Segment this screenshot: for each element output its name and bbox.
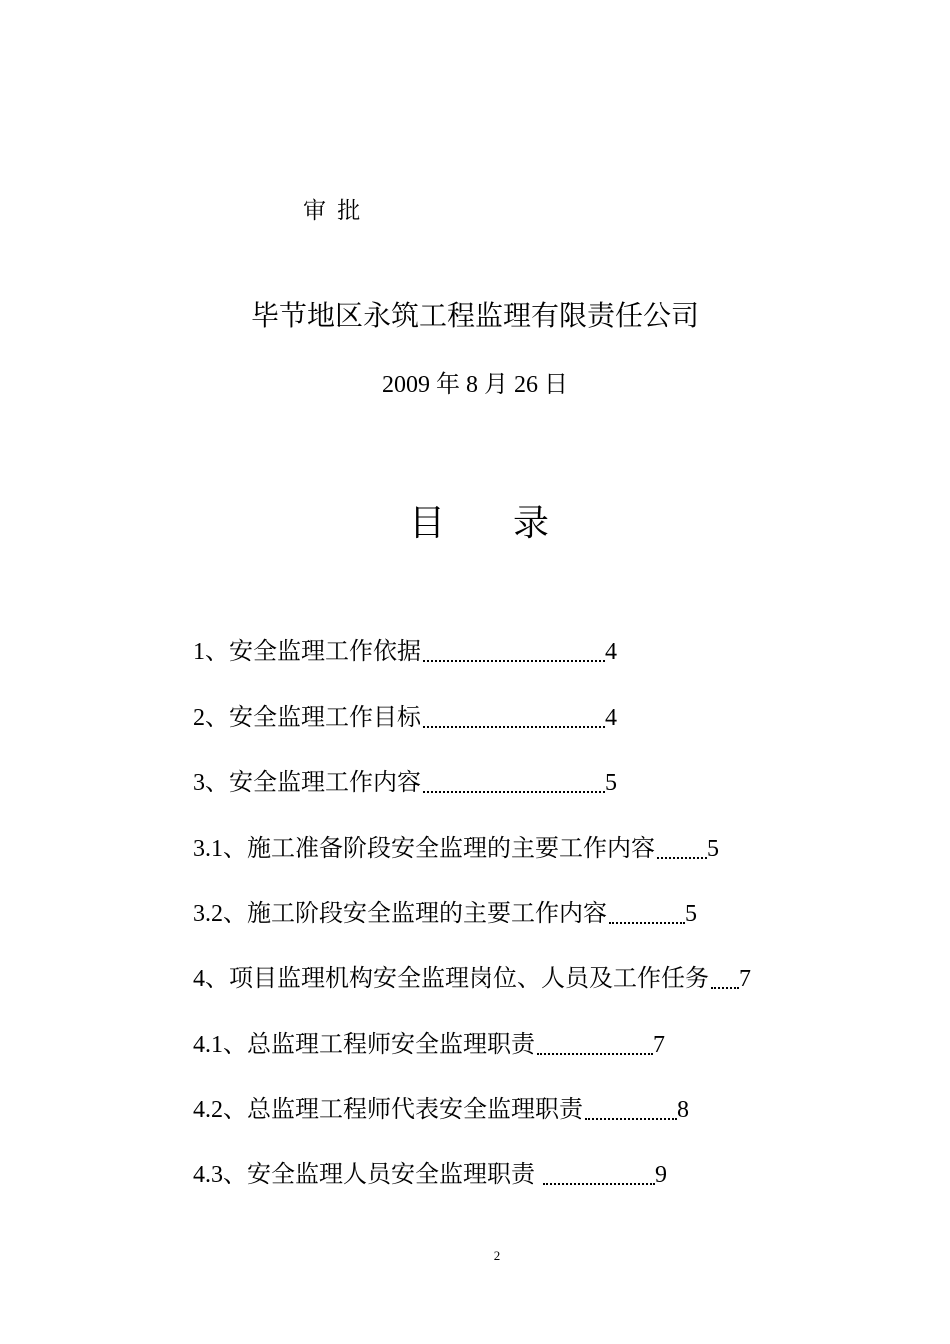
toc-leader (711, 986, 739, 989)
toc-item-label: 4.3、安全监理人员安全监理职责 (193, 1162, 535, 1188)
toc-item-page: 7 (739, 966, 751, 992)
toc-item[interactable] (193, 1154, 667, 1189)
toc-title (409, 495, 549, 546)
toc-leader (423, 659, 605, 662)
toc-item-label: 4.1、总监理工程师安全监理职责 (193, 1032, 535, 1058)
toc-title-part2: 录 (513, 503, 550, 544)
toc-item-page: 9 (655, 1162, 667, 1188)
toc-item[interactable] (193, 958, 751, 993)
page-number: 2 (493, 1248, 501, 1263)
toc-leader (657, 856, 707, 859)
toc-leader (543, 1182, 655, 1185)
company-name: 毕节地区永筑工程监理有限责任公司 (250, 299, 699, 332)
toc-item[interactable] (193, 631, 617, 666)
toc-item-page: 5 (605, 770, 617, 796)
toc-item-page: 5 (685, 901, 697, 927)
toc-item-page: 5 (707, 836, 719, 862)
toc-item[interactable] (193, 893, 697, 928)
approval-label: 审 批 (303, 198, 363, 224)
toc-leader (585, 1117, 677, 1120)
toc-leader (423, 790, 605, 793)
toc-item[interactable] (193, 1089, 689, 1124)
toc-item-label: 3.1、施工准备阶段安全监理的主要工作内容 (193, 836, 655, 862)
toc-item-label: 3.2、施工阶段安全监理的主要工作内容 (193, 901, 607, 927)
toc-leader (537, 1052, 653, 1055)
toc-item-page: 8 (677, 1097, 689, 1123)
toc-item-label: 1、安全监理工作依据 (193, 639, 421, 665)
toc-title-part1: 目 (409, 503, 446, 544)
toc-item-label: 4、项目监理机构安全监理岗位、人员及工作任务 (193, 966, 709, 992)
toc-item[interactable] (193, 762, 617, 797)
toc-item-page: 4 (605, 705, 617, 731)
toc-leader (423, 725, 605, 728)
toc-item-page: 4 (605, 639, 617, 665)
toc-item-label: 3、安全监理工作内容 (193, 770, 421, 796)
toc-item[interactable] (193, 828, 719, 863)
toc-item[interactable] (193, 1024, 665, 1059)
toc-item[interactable] (193, 697, 617, 732)
toc-item-label: 2、安全监理工作目标 (193, 705, 421, 731)
document-date: 2009 年 8 月 26 日 (382, 372, 568, 398)
toc-item-page: 7 (653, 1032, 665, 1058)
toc-item-label: 4.2、总监理工程师代表安全监理职责 (193, 1097, 583, 1123)
toc-leader (609, 921, 685, 924)
